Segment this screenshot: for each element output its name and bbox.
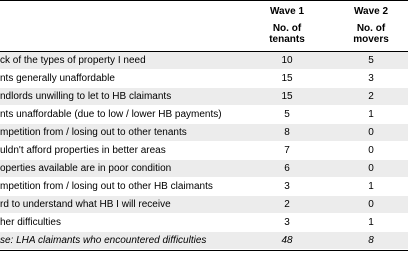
wave2-value: 0: [368, 145, 374, 156]
table-row: [0, 124, 408, 141]
wave1-value: 10: [281, 55, 293, 66]
table-row: [0, 52, 408, 69]
wave1-value: 3: [284, 181, 290, 192]
wave1-value: 15: [281, 91, 293, 102]
wave1-value: 3: [284, 217, 290, 228]
row-label: mpetition from / losing out to other tenants: [0, 127, 187, 138]
wave1-header: [257, 6, 317, 46]
wave2-value: 2: [368, 91, 374, 102]
wave2-value: 0: [368, 127, 374, 138]
table-bottom-rule: [0, 250, 408, 251]
wave1-value: 5: [284, 109, 290, 120]
row-label: nts unaffordable (due to low / lower HB payments): [0, 109, 222, 120]
wave2-header: [341, 6, 401, 46]
row-label: nts generally unaffordable: [0, 73, 115, 84]
table-top-rule: [0, 0, 408, 1]
base-label: se: LHA claimants who encountered difficulties: [0, 235, 207, 246]
table-row: [0, 88, 408, 105]
base-wave2-value: 8: [368, 235, 374, 246]
wave1-value: 2: [284, 199, 290, 210]
table-row: [0, 160, 408, 177]
wave2-value: 1: [368, 217, 374, 228]
table-row: [0, 214, 408, 231]
base-row: [0, 232, 408, 249]
wave1-subtitle-line2: tenants: [269, 34, 305, 45]
wave2-subtitle-line2: movers: [353, 34, 389, 45]
wave2-value: 1: [368, 109, 374, 120]
wave2-value: 0: [368, 199, 374, 210]
table-row: [0, 196, 408, 213]
table-row: [0, 142, 408, 159]
table-row: [0, 70, 408, 87]
wave1-value: 8: [284, 127, 290, 138]
base-wave1-value: 48: [281, 235, 293, 246]
wave2-value: 5: [368, 55, 374, 66]
wave1-subtitle-line1: No. of: [272, 22, 302, 34]
row-label: ndlords unwilling to let to HB claimants: [0, 91, 172, 102]
wave2-title: Wave 2: [353, 6, 389, 17]
wave2-subtitle-line1: No. of: [356, 22, 386, 34]
row-label: ck of the types of property I need: [0, 55, 146, 66]
wave2-value: 1: [368, 181, 374, 192]
wave2-value: 0: [368, 163, 374, 174]
wave1-title: Wave 1: [269, 6, 305, 17]
row-label: operties available are in poor condition: [0, 163, 172, 174]
wave1-value: 6: [284, 163, 290, 174]
row-label: mpetition from / losing out to other HB claimants: [0, 181, 213, 192]
wave1-value: 15: [281, 73, 293, 84]
wave2-value: 3: [368, 73, 374, 84]
wave1-value: 7: [284, 145, 290, 156]
table-row: [0, 178, 408, 195]
row-label: her difficulties: [0, 217, 61, 228]
row-label: uldn't afford properties in better areas: [0, 145, 166, 156]
table-row: [0, 106, 408, 123]
row-label: rd to understand what HB I will receive: [0, 199, 171, 210]
